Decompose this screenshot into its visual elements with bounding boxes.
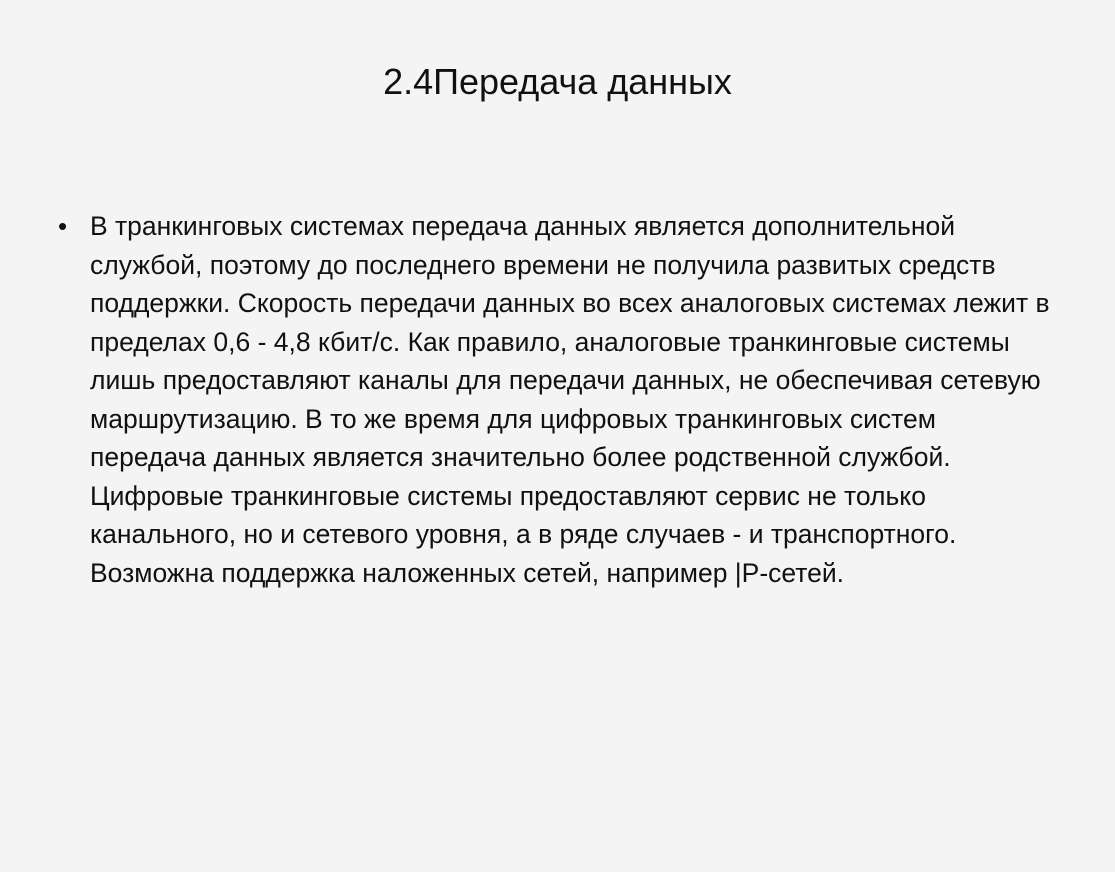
bullet-item [58, 207, 1058, 592]
slide-title: 2.4Передача данных [383, 61, 732, 102]
slide-body [58, 207, 1058, 592]
bullet-text: В транкинговых системах передача данных является дополнительной службой, поэтому до последнего времени не получила развитых средств поддержки. Скорость передачи данных во всех аналоговых системах лежит в пределах 0,6 - 4,8 кбит/с. Как правило, аналоговые транкинговые системы лишь предоставляют каналы для передачи данных, не обеспечивая сетевую маршрутизацию. В то же время для цифровых транкинговых систем передача данных является значительно более родственной службой. Цифровые транкинговые системы предоставляют сервис не только канального, но и сетевого уровня, а в ряде случаев - и транспортного. Возможна поддержка наложенных сетей, например |Р-сетей. [90, 211, 1050, 588]
bullet-icon: • [58, 211, 68, 241]
